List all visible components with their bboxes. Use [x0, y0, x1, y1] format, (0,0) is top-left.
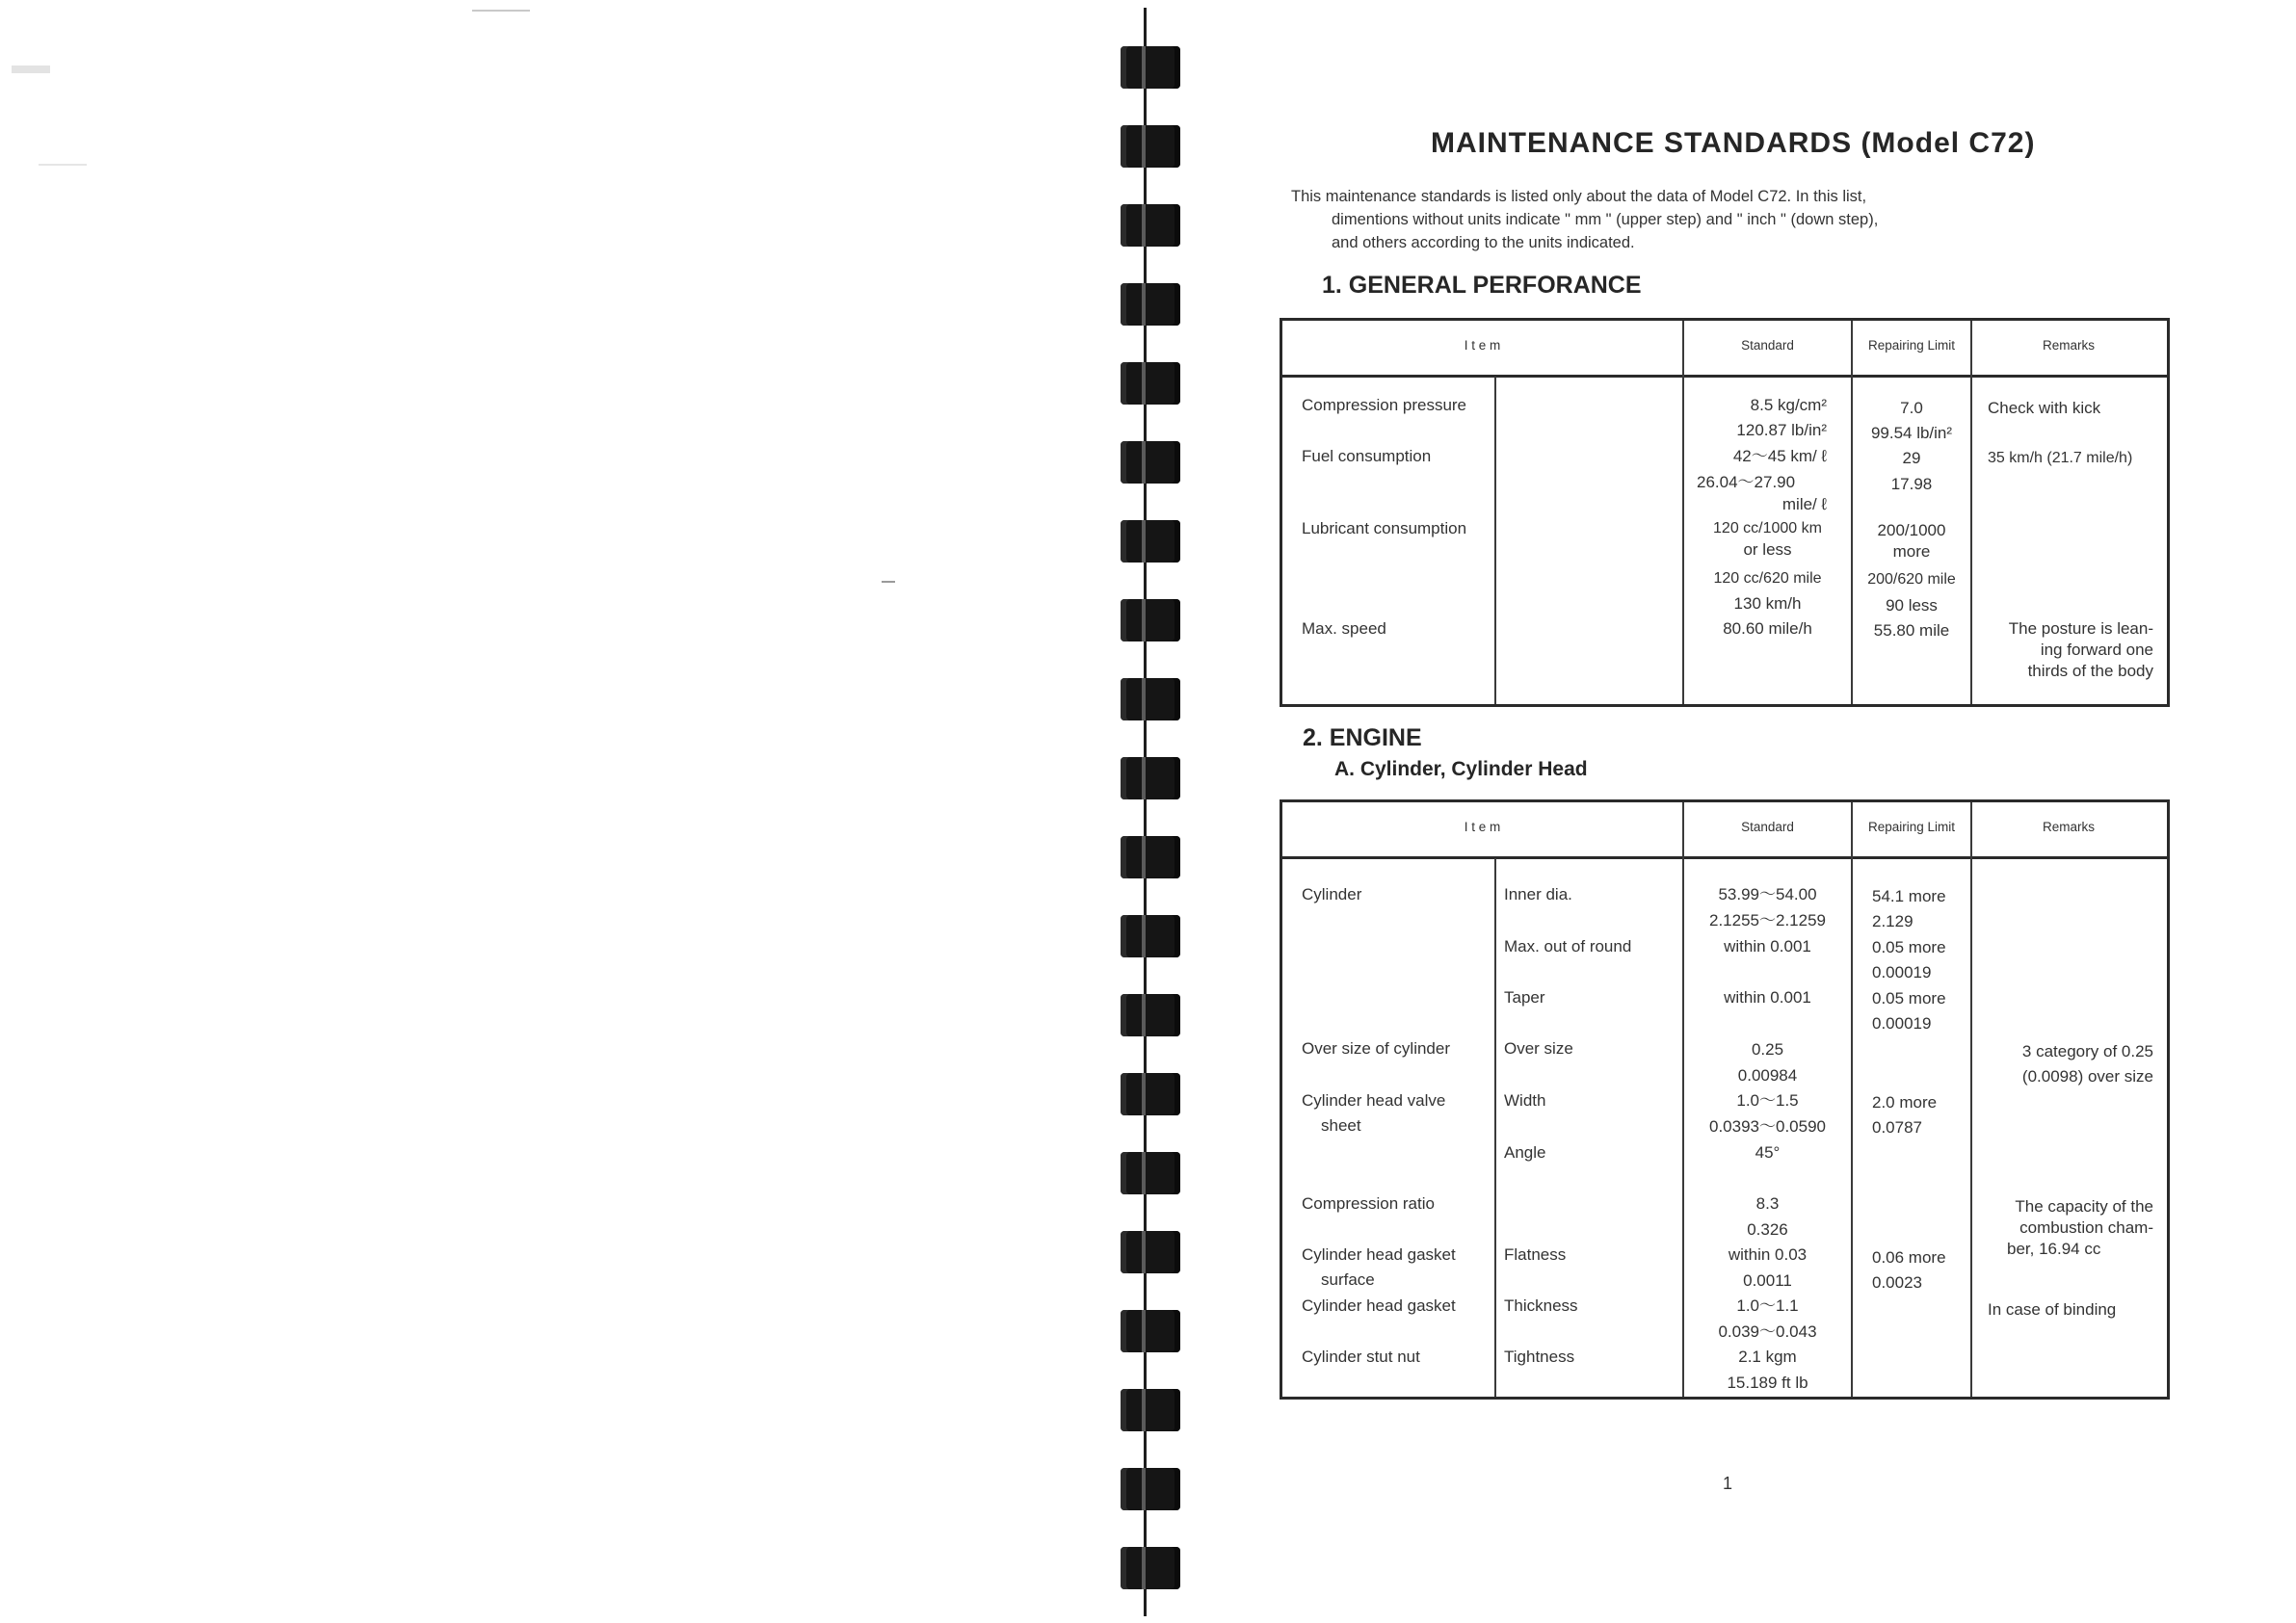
standard-value: or less [1743, 540, 1792, 559]
limit-value: 0.0787 [1872, 1118, 1922, 1137]
binding-ring [1121, 362, 1180, 405]
standard-value: 120 cc/620 mile [1713, 570, 1822, 587]
remarks-value: ber, 16.94 cc [2007, 1240, 2101, 1258]
binding-ring [1121, 757, 1180, 799]
remarks-value: The posture is lean- [2008, 619, 2153, 638]
standard-value: 80.60 mile/h [1723, 619, 1812, 638]
item-label: surface [1321, 1270, 1375, 1289]
limit-value: 0.00019 [1872, 1014, 1932, 1033]
limit-value: 0.06 more [1872, 1248, 1946, 1267]
limit-value: 17.98 [1890, 475, 1933, 493]
sub-item-label: Inner dia. [1504, 885, 1572, 903]
binding-ring [1121, 1310, 1180, 1352]
standard-value: 0.039～0.043 [1718, 1322, 1817, 1341]
binding-ring [1121, 283, 1180, 326]
remarks-value: 3 category of 0.25 [2021, 1042, 2153, 1060]
limit-value: 0.05 more [1872, 989, 1946, 1008]
item-label: Cylinder head gasket [1302, 1245, 1456, 1264]
header-remarks: Remarks [2042, 338, 2095, 353]
column-divider [1494, 858, 1496, 1397]
intro-line: and others according to the units indicated. [1332, 234, 1635, 251]
binding-ring [1121, 46, 1180, 89]
sub-item-label: Tightness [1504, 1348, 1575, 1366]
standard-value: 130 km/h [1733, 594, 1802, 613]
scan-speck [472, 10, 530, 12]
item-label: Lubricant consumption [1302, 519, 1467, 537]
header-limit: Repairing Limit [1867, 338, 1956, 353]
limit-value: 0.0023 [1872, 1273, 1922, 1292]
binding-ring [1121, 1231, 1180, 1273]
standard-value: 0.326 [1747, 1220, 1788, 1239]
binding-spine [1144, 8, 1147, 1616]
binding-ring [1121, 599, 1180, 641]
limit-value: 29 [1902, 449, 1921, 467]
limit-value: 0.05 more [1872, 938, 1946, 956]
binding-ring [1121, 678, 1180, 720]
remarks-value: ing forward one [2040, 641, 2153, 659]
item-label: Fuel consumption [1302, 447, 1432, 465]
remarks-value: The capacity of the [2015, 1197, 2153, 1216]
item-label: Max. speed [1302, 619, 1386, 638]
standard-value: 0.0393～0.0590 [1709, 1117, 1826, 1136]
scan-speck [12, 65, 50, 73]
standard-value: 2.1255～2.1259 [1709, 911, 1826, 929]
item-label: Compression ratio [1302, 1194, 1435, 1213]
section-heading-engine: 2. ENGINE [1303, 724, 1422, 751]
standard-value: 120 cc/1000 km [1713, 520, 1822, 537]
item-label: Cylinder head gasket [1302, 1296, 1456, 1315]
standard-value: 8.3 [1755, 1194, 1780, 1213]
standard-value: 15.189 ft lb [1727, 1374, 1808, 1392]
limit-value: 2.129 [1872, 912, 1913, 930]
column-divider [1851, 321, 1853, 704]
subsection-heading-cylinder: A. Cylinder, Cylinder Head [1334, 758, 1588, 780]
standard-value: within 0.001 [1724, 937, 1811, 955]
standard-value: 42～45 km/ ℓ [1732, 447, 1827, 465]
remarks-value: thirds of the body [2027, 662, 2153, 680]
standard-value: 120.87 lb/in² [1736, 421, 1827, 439]
standard-value: within 0.001 [1724, 988, 1811, 1007]
sub-item-label: Taper [1504, 988, 1545, 1007]
binding-ring [1121, 125, 1180, 168]
column-divider [1970, 802, 1972, 1397]
limit-value: 90 less [1886, 596, 1938, 615]
sub-item-label: Flatness [1504, 1245, 1567, 1264]
limit-value: 99.54 lb/in² [1870, 424, 1953, 442]
standard-value: 8.5 kg/cm² [1750, 396, 1827, 414]
limit-value: more [1892, 542, 1931, 561]
limit-value: 200/620 mile [1867, 571, 1956, 588]
page-title: MAINTENANCE STANDARDS (Model C72) [1431, 127, 2036, 159]
sub-item-label: Width [1504, 1091, 1546, 1110]
general-performance-table [1280, 318, 2170, 707]
sub-item-label: Angle [1504, 1143, 1546, 1162]
table-header [1282, 802, 2167, 859]
column-divider [1970, 321, 1972, 704]
intro-line: dimentions without units indicate " mm " (upper step) and " inch " (down step), [1332, 211, 1879, 228]
standard-value: 2.1 kgm [1738, 1348, 1797, 1366]
binding-ring [1121, 520, 1180, 563]
intro-line: This maintenance standards is listed only about the data of Model C72. In this list, [1291, 188, 1867, 205]
standard-value: 0.25 [1751, 1040, 1784, 1059]
page-number: 1 [1723, 1474, 1733, 1493]
binding-ring [1121, 204, 1180, 247]
scan-speck [39, 164, 87, 166]
binding-ring [1121, 836, 1180, 878]
remarks-value: combustion cham- [2019, 1218, 2153, 1237]
binding-ring [1121, 1389, 1180, 1431]
header-standard: Standard [1741, 820, 1794, 834]
binding-ring [1121, 441, 1180, 484]
standard-value: 26.04～27.90 [1697, 473, 1796, 491]
item-label: Cylinder stut nut [1302, 1348, 1420, 1366]
standard-value: 45° [1755, 1143, 1781, 1162]
sub-item-label: Max. out of round [1504, 937, 1632, 955]
table-header [1282, 321, 2167, 378]
header-item: I t e m [1464, 820, 1501, 834]
binding-ring [1121, 1152, 1180, 1194]
binding-ring [1121, 1547, 1180, 1589]
binding-ring [1121, 1073, 1180, 1115]
limit-value: 55.80 mile [1873, 621, 1950, 640]
limit-value: 2.0 more [1872, 1093, 1938, 1112]
column-divider [1494, 377, 1496, 704]
limit-value: 54.1 more [1872, 887, 1946, 905]
scan-speck [882, 581, 895, 583]
remarks-value: Check with kick [1988, 399, 2101, 417]
item-label: Over size of cylinder [1302, 1039, 1450, 1058]
header-remarks: Remarks [2042, 820, 2095, 834]
item-label: sheet [1321, 1116, 1361, 1135]
limit-value: 7.0 [1900, 399, 1923, 417]
header-limit: Repairing Limit [1867, 820, 1956, 834]
binding-ring [1121, 1468, 1180, 1510]
item-label: Compression pressure [1302, 396, 1467, 414]
standard-value: 1.0～1.5 [1736, 1091, 1799, 1110]
remarks-value: (0.0098) over size [2021, 1067, 2153, 1086]
item-label: Cylinder [1302, 885, 1362, 903]
standard-value: within 0.03 [1728, 1245, 1808, 1264]
item-label: Cylinder head valve [1302, 1091, 1446, 1110]
standard-value: 53.99～54.00 [1718, 885, 1817, 903]
sub-item-label: Over size [1504, 1039, 1573, 1058]
limit-value: 0.00019 [1872, 963, 1932, 982]
remarks-value: In case of binding [1988, 1300, 2117, 1319]
header-item: I t e m [1464, 338, 1501, 353]
standard-value: mile/ ℓ [1781, 495, 1827, 513]
limit-value: 200/1000 [1877, 521, 1946, 539]
column-divider [1851, 802, 1853, 1397]
standard-value: 0.0011 [1743, 1271, 1792, 1290]
header-standard: Standard [1741, 338, 1794, 353]
remarks-value: 35 km/h (21.7 mile/h) [1988, 450, 2133, 466]
binding-ring [1121, 994, 1180, 1036]
sub-item-label: Thickness [1504, 1296, 1578, 1315]
standard-value: 1.0～1.1 [1736, 1296, 1799, 1315]
section-heading-general: 1. GENERAL PERFORANCE [1322, 272, 1642, 299]
binding-ring [1121, 915, 1180, 957]
engine-cylinder-table [1280, 799, 2170, 1400]
intro-paragraph [1291, 185, 2081, 254]
standard-value: 0.00984 [1737, 1066, 1798, 1085]
